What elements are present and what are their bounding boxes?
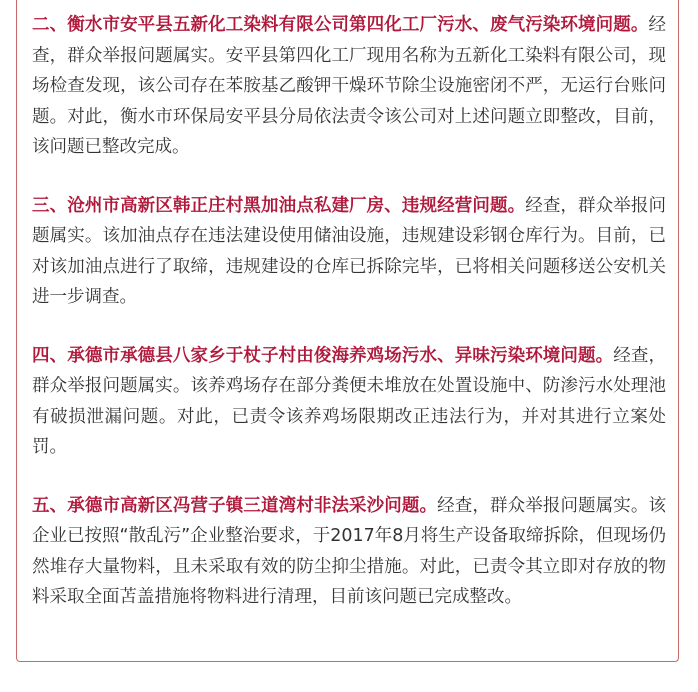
report-body: 经查，群众举报问题属实。该养鸡场存在部分粪便未堆放在处置设施中、防渗污水处理池有破损泄漏问题。对此，已责令该养鸡场限期改正违法行为，并对其进行立案处罚。: [32, 345, 667, 457]
report-list: [32, 10, 666, 641]
report-item-3: [32, 191, 666, 313]
report-heading: 二、衡水市安平县五新化工染料有限公司第四化工厂污水、废气污染环境问题。: [32, 15, 649, 35]
report-body: 经查，群众举报问题属实。该加油点存在违法建设使用储油设施，违规建设彩钢仓库行为。目前，已对该加油点进行了取缔，违规建设的仓库已拆除完毕，已将相关问题移送公安机关进一步调查。: [32, 195, 667, 307]
report-item-2: [32, 10, 666, 163]
report-heading: 四、承德市承德县八家乡于杖子村由俊海养鸡场污水、异味污染环境问题。: [32, 345, 614, 366]
report-item-4: [32, 341, 666, 463]
report-body: 经查，群众举报问题属实。安平县第四化工厂现用名称为五新化工染料有限公司，现场检查发现，该公司存在苯胺基乙酸钾干燥环节除尘设施密闭不严，无运行台账问题。对此，衡水市环保局安平县分局依法责令该公司对上述问题立即整改，目前，该问题已整改完成。: [32, 15, 666, 157]
report-body: 经查，群众举报问题属实。该企业已按照“散乱污”企业整治要求，于2017年8月将生产设备取缔拆除，但现场仍然堆存大量物料，且未采取有效的防尘抑尘措施。对此，已责令其立即对存放的物料采取全面苫盖措施将物料进行清理，目前该问题已完成整改。: [32, 495, 667, 607]
report-heading: 三、沧州市高新区韩正庄村黑加油点私建厂房、违规经营问题。: [32, 195, 526, 216]
report-item-5: [32, 491, 666, 613]
report-heading: 五、承德市高新区冯营子镇三道湾村非法采沙问题。: [32, 495, 438, 516]
